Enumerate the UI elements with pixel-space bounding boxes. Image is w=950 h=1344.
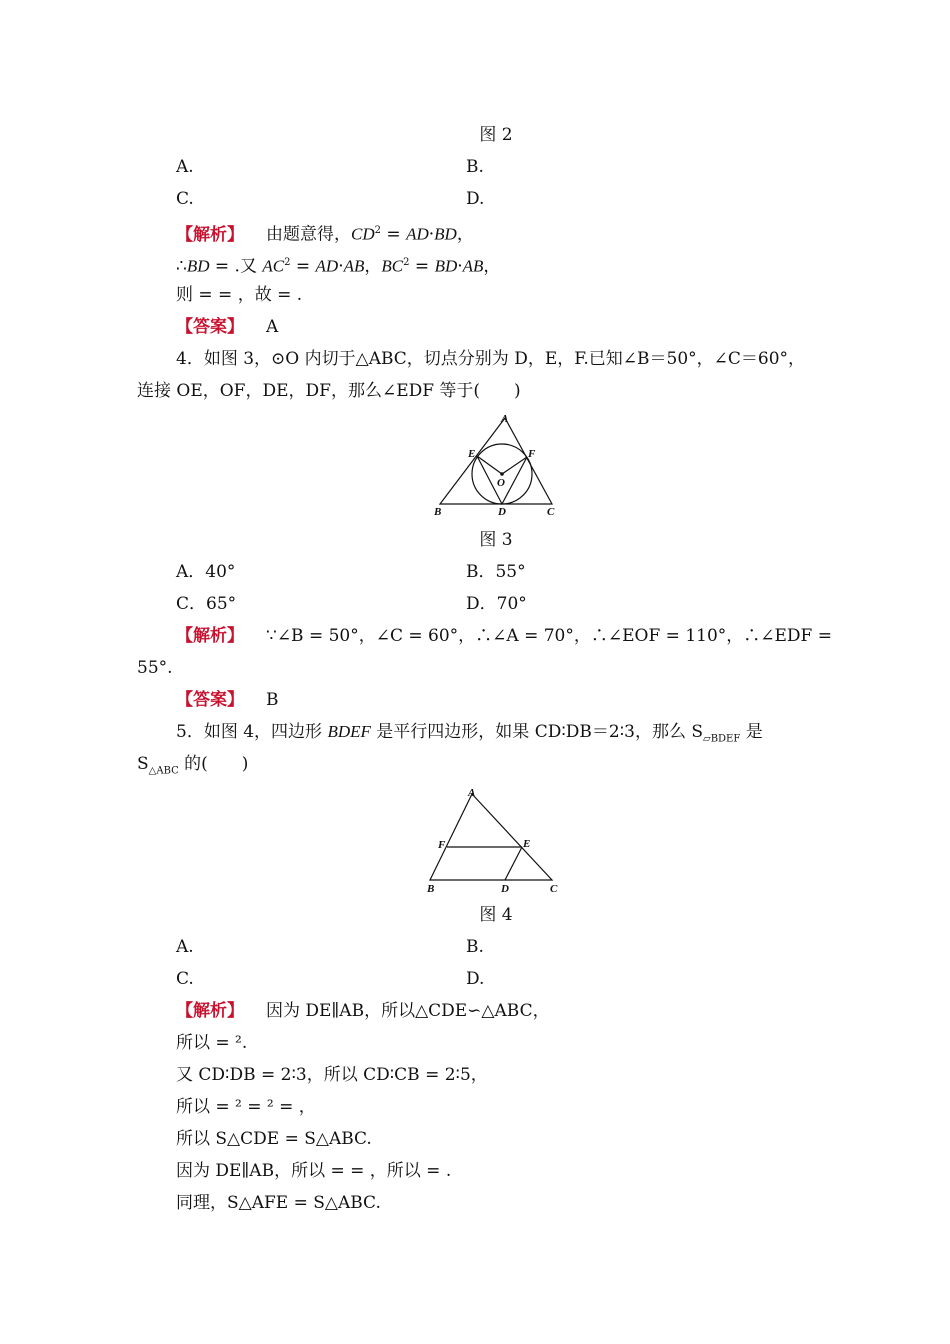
- analysis-line: ∴BD = .又 $AC^2 = AD\cdot AB$，$BC^2 = BD\cdot AB$，: [176, 256, 501, 277]
- option-d: D.: [466, 189, 485, 209]
- label-c: C: [547, 506, 555, 518]
- label-f: F: [438, 839, 446, 851]
- label-e: E: [523, 838, 531, 850]
- question-stem: $S_{\triangle ABC}$ 的( ): [137, 754, 249, 777]
- analysis-line: 又 CD∶DB = 2∶3，所以 CD∶CB = 2∶5，: [176, 1065, 488, 1085]
- label-f: F: [528, 448, 536, 460]
- segment-ed: [505, 847, 522, 880]
- option-d: D．70°: [466, 594, 527, 614]
- label-a: A: [468, 787, 476, 799]
- analysis-line: 55°.: [137, 658, 173, 678]
- question-stem: 连接 OE，OF，DE，DF，那么∠EDF 等于( ): [137, 381, 521, 401]
- answer-value: A: [266, 317, 279, 337]
- analysis-line: 因为 DE∥AB，所以 = = ，所以 = .: [176, 1161, 452, 1181]
- option-b: B.: [466, 157, 484, 177]
- segment-oe: [477, 456, 502, 474]
- triangle-abc: [430, 794, 552, 880]
- center-point: [500, 472, 504, 476]
- analysis-line: 所以 = ².: [176, 1033, 248, 1053]
- analysis-tag: 【解析】: [176, 1001, 244, 1021]
- option-a: A．40°: [176, 562, 236, 582]
- label-a: A: [501, 413, 509, 425]
- label-d: D: [501, 883, 509, 895]
- segment-of: [502, 457, 527, 474]
- label-c: C: [550, 883, 558, 895]
- option-b: B．55°: [466, 562, 526, 582]
- label-d: D: [498, 506, 506, 518]
- option-c: C．65°: [176, 594, 237, 614]
- answer-line: [176, 689, 279, 711]
- option-a: A.: [176, 937, 194, 957]
- answer-tag: 【答案】: [176, 690, 244, 710]
- analysis-tag: 【解析】: [176, 626, 244, 646]
- analysis-line: 【解析】 由题意得，$CD^2 = AD\cdot BD$，: [176, 224, 474, 245]
- option-a: A.: [176, 157, 194, 177]
- analysis-line: 同理，S△AFE = S△ABC.: [176, 1193, 381, 1213]
- analysis-line: 所以 = ² = ² = ，: [176, 1097, 316, 1117]
- figure-caption: 图 2: [479, 125, 513, 145]
- figure-3-incircle: [430, 412, 560, 520]
- figure-4-parallelogram: [422, 786, 567, 896]
- question-stem: 5．如图 4，四边形 BDEF 是平行四边形，如果 CD∶DB＝2∶3，那么 $S_{▱BDEF}$ 是: [176, 722, 763, 745]
- question-stem: 4．如图 3，⊙O 内切于△ABC，切点分别为 D，E，F.已知∠B＝50°，∠C＝60°，: [176, 349, 806, 369]
- analysis-line: 【解析】 因为 DE∥AB，所以△CDE∽△ABC，: [176, 1001, 550, 1021]
- label-e: E: [468, 448, 476, 460]
- option-b: B.: [466, 937, 484, 957]
- figure-caption: 图 3: [479, 530, 513, 550]
- analysis-line: 则 = = ，故 = .: [176, 285, 303, 305]
- segment-df: [502, 457, 527, 504]
- label-o: O: [497, 477, 505, 489]
- label-b: B: [427, 883, 435, 895]
- option-c: C.: [176, 189, 194, 209]
- answer-tag: 【答案】: [176, 317, 244, 337]
- analysis-line: 【解析】 ∵∠B = 50°，∠C = 60°，∴∠A = 70°，∴∠EOF = 110°，∴∠EDF =: [176, 626, 832, 646]
- answer-value: B: [266, 690, 279, 710]
- option-c: C.: [176, 969, 194, 989]
- option-d: D.: [466, 969, 485, 989]
- answer-line: [176, 316, 278, 338]
- analysis-line: 所以 S△CDE = S△ABC.: [176, 1129, 372, 1149]
- figure-caption: 图 4: [479, 905, 513, 925]
- label-b: B: [434, 506, 442, 518]
- analysis-tag: 【解析】: [176, 224, 244, 245]
- triangle-abc: [440, 418, 552, 504]
